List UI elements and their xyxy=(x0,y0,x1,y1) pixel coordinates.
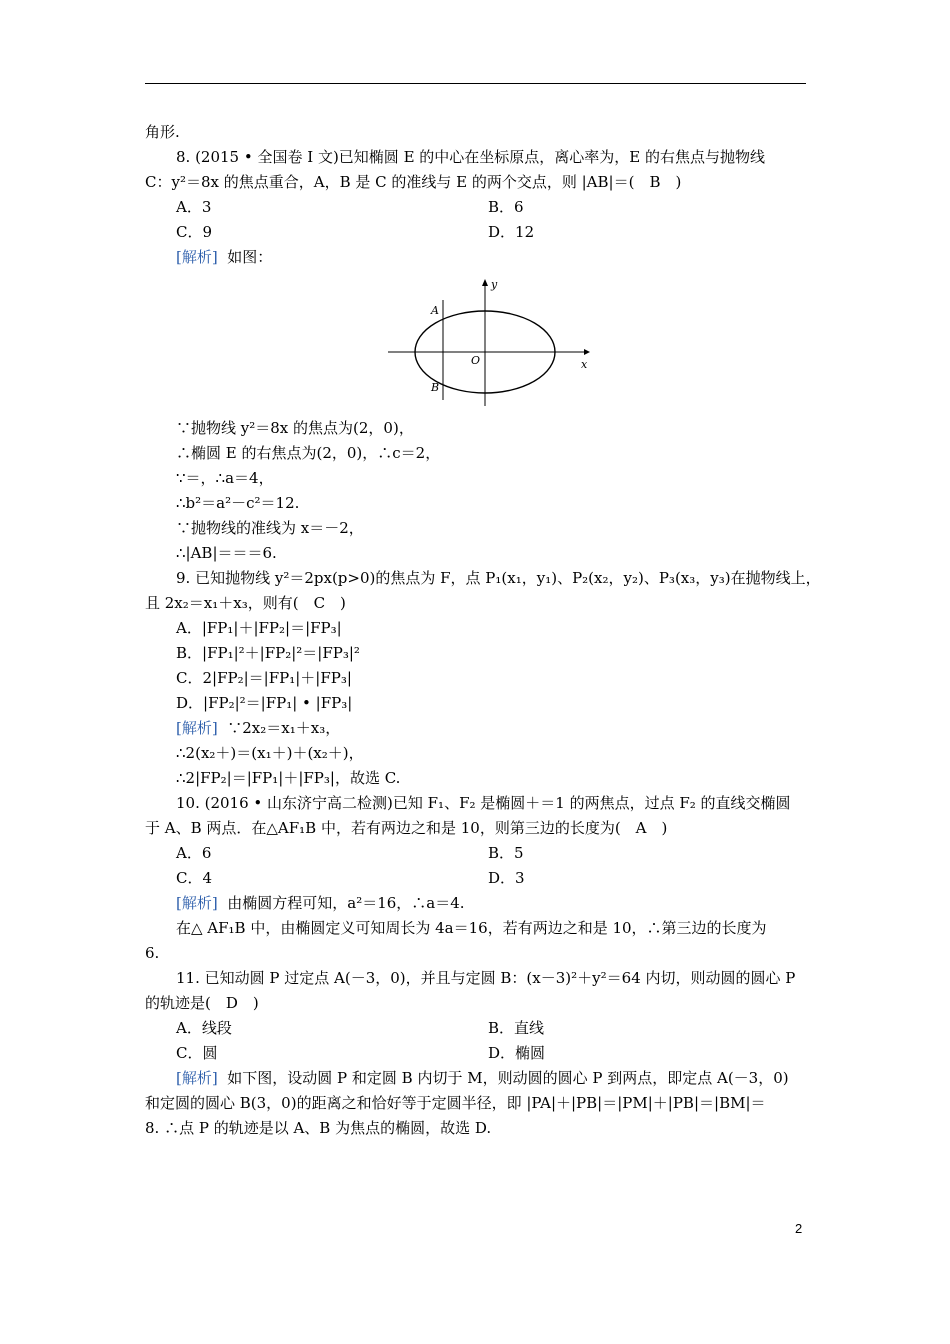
solution-text: 如图： xyxy=(227,248,273,266)
q9-option-a: A．|FP₁|＋|FP₂|＝|FP₃| xyxy=(176,619,342,637)
solution-tag: [解析] xyxy=(176,719,218,737)
solution-text: 由椭圆方程可知，a²＝16，∴a＝4. xyxy=(227,894,465,912)
text-line: 角形. xyxy=(145,123,180,141)
q8-option-c: C．9 xyxy=(176,223,213,241)
page-number: 2 xyxy=(795,1221,803,1236)
label-point-a: A xyxy=(431,304,439,317)
q9-option-d: D．|FP₂|²＝|FP₁| • |FP₃| xyxy=(176,694,353,712)
q8-stem: 8. (2015 • 全国卷 I 文)已知椭圆 E 的中心在坐标原点，离心率为，E 的右焦点与抛物线 xyxy=(176,148,766,166)
q9-step: ∴2(x₂＋)＝(x₁＋)＋(x₂＋)， xyxy=(176,744,364,762)
q8-solution xyxy=(176,247,272,267)
q10-step: 6. xyxy=(145,944,160,962)
solution-tag: [解析] xyxy=(176,894,218,912)
q11-stem: 的轨迹是( D ) xyxy=(145,994,259,1012)
q11-solution xyxy=(176,1068,789,1088)
solution-text: 如下图，设动圆 P 和定圆 B 内切于 M，则动圆的圆心 P 到两点，即定点 A(－3，0) xyxy=(227,1069,789,1087)
q9-stem: 9. 已知抛物线 y²＝2px(p>0)的焦点为 F，点 P₁(x₁，y₁)、P₂(x₂，y₂)、P₃(x₃，y₃)在抛物线上， xyxy=(176,569,821,587)
q11-option-a: A．线段 xyxy=(176,1019,232,1037)
solution-tag: [解析] xyxy=(176,1069,218,1087)
q9-option-b: B．|FP₁|²＋|FP₂|²＝|FP₃|² xyxy=(176,644,360,662)
q8-step: ∵＝，∴a＝4， xyxy=(176,469,274,487)
q10-solution xyxy=(176,893,465,913)
q8-step: ∴|AB|＝＝＝6. xyxy=(176,544,277,562)
label-origin: O xyxy=(471,354,481,367)
q11-option-d: D．椭圆 xyxy=(488,1044,546,1062)
q9-solution xyxy=(176,718,340,738)
q8-option-b: B．6 xyxy=(488,198,524,216)
q10-step: 在△ AF₁B 中，由椭圆定义可知周长为 4a＝16，若有两边之和是 10，∴第三边的长度为 xyxy=(176,919,767,937)
q8-option-a: A．3 xyxy=(176,198,212,216)
q8-stem: C：y²＝8x 的焦点重合，A，B 是 C 的准线与 E 的两个交点，则 |AB|＝( B ) xyxy=(145,173,682,191)
q11-option-b: B．直线 xyxy=(488,1019,545,1037)
q10-option-b: B．5 xyxy=(488,844,524,862)
q10-option-d: D．3 xyxy=(488,869,525,887)
solution-tag: [解析] xyxy=(176,248,218,266)
label-y: y xyxy=(491,278,498,291)
q10-stem: 10. (2016 • 山东济宁高二检测)已知 F₁、F₂ 是椭圆＋＝1 的两焦点，过点 F₂ 的直线交椭圆 xyxy=(176,794,791,812)
q11-option-c: C．圆 xyxy=(176,1044,218,1062)
q10-option-c: C．4 xyxy=(176,869,213,887)
q8-step: ∵抛物线的准线为 x＝－2， xyxy=(176,519,364,537)
q10-option-a: A．6 xyxy=(176,844,212,862)
q10-stem: 于 A、B 两点．在△AF₁B 中，若有两边之和是 10，则第三边的长度为( A ) xyxy=(145,819,668,837)
solution-text: ∵2x₂＝x₁＋x₃， xyxy=(227,719,341,737)
q11-step: 8. ∴点 P 的轨迹是以 A、B 为焦点的椭圆，故选 D. xyxy=(145,1119,492,1137)
q11-step: 和定圆的圆心 B(3，0)的距离之和恰好等于定圆半径，即 |PA|＋|PB|＝|PM|＋|PB|＝|BM|＝ xyxy=(145,1094,766,1112)
q8-step: ∴椭圆 E 的右焦点为(2，0)，∴c＝2， xyxy=(176,444,441,462)
x-axis-arrow xyxy=(584,349,590,355)
header-rule xyxy=(145,83,806,84)
y-axis-arrow xyxy=(482,279,488,286)
label-x: x xyxy=(581,358,588,371)
ellipse-figure xyxy=(388,276,600,406)
q9-step: ∴2|FP₂|＝|FP₁|＋|FP₃|，故选 C. xyxy=(176,769,401,787)
q9-option-c: C．2|FP₂|＝|FP₁|＋|FP₃| xyxy=(176,669,352,687)
q9-stem: 且 2x₂＝x₁＋x₃，则有( C ) xyxy=(145,594,346,612)
q8-step: ∵抛物线 y²＝8x 的焦点为(2，0)， xyxy=(176,419,414,437)
label-point-b: B xyxy=(431,381,440,394)
q8-option-d: D．12 xyxy=(488,223,535,241)
q8-step: ∴b²＝a²－c²＝12. xyxy=(176,494,300,512)
q11-stem: 11. 已知动圆 P 过定点 A(－3，0)，并且与定圆 B：(x－3)²＋y²＝64 内切，则动圆的圆心 P xyxy=(176,969,796,987)
